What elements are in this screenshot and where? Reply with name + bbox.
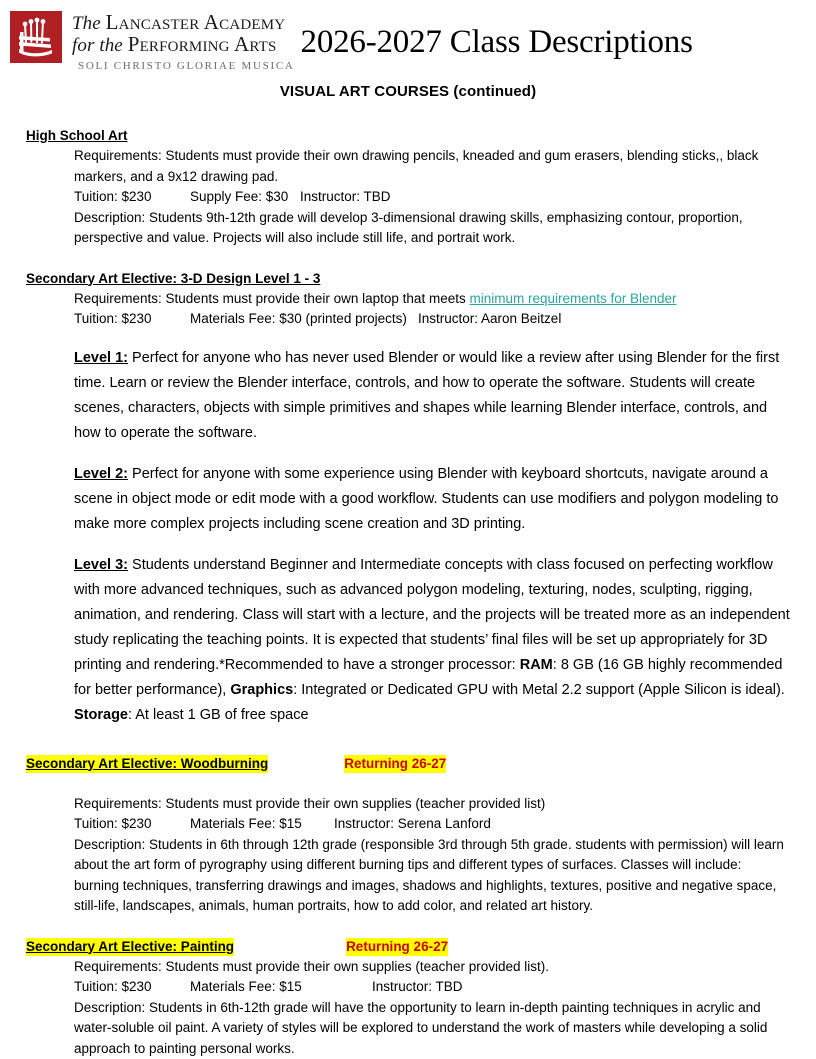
brand-wordmark bbox=[72, 11, 295, 56]
course-details bbox=[74, 957, 790, 1059]
level-2-label: Level 2: bbox=[74, 466, 128, 482]
course-details bbox=[74, 289, 790, 728]
course-title-row bbox=[26, 126, 790, 146]
brand-line1-italic: The bbox=[72, 13, 106, 34]
course-instructor: Instructor: TBD bbox=[300, 189, 391, 204]
course-instructor: Instructor: Aaron Beitzel bbox=[418, 311, 561, 326]
course-title: Secondary Art Elective: 3-D Design Level 1 - 3 bbox=[26, 270, 320, 288]
level-2-text: Perfect for anyone with some experience using Blender with keyboard shortcuts, navigate around a scene in object mode or edit mode with a good workflow. Students can use modifiers and polygon modeling to make more complex projects including scene creation and 3D printing. bbox=[74, 466, 778, 532]
course-painting bbox=[26, 937, 790, 1059]
course-3d-design bbox=[26, 269, 790, 728]
course-instructor: Instructor: TBD bbox=[372, 979, 463, 994]
course-title-row bbox=[26, 269, 790, 289]
level-3-text-part4: : At least 1 GB of free space bbox=[128, 707, 309, 723]
blender-requirements-link[interactable]: minimum requirements for Blender bbox=[469, 291, 676, 306]
course-fee: Materials Fee: $15 bbox=[190, 977, 372, 998]
course-title: High School Art bbox=[26, 127, 128, 145]
level-1-label: Level 1: bbox=[74, 350, 128, 366]
status-badge: Returning 26-27 bbox=[344, 755, 446, 773]
course-tuition: Tuition: $230 bbox=[74, 187, 190, 208]
course-pricing-row bbox=[74, 187, 790, 208]
course-tuition: Tuition: $230 bbox=[74, 977, 190, 998]
course-pricing-row bbox=[74, 309, 790, 330]
level-3-text-part3: : Integrated or Dedicated GPU with Metal 2.2 support (Apple Silicon is ideal). bbox=[293, 682, 785, 698]
course-title: Secondary Art Elective: Woodburning bbox=[26, 755, 268, 773]
page-header bbox=[0, 0, 816, 70]
level-3-text-part2: : 8 GB (16 GB highly recommended for better performance), bbox=[74, 657, 782, 698]
course-high-school-art bbox=[26, 126, 790, 249]
level-3-text-part1: Students understand Beginner and Intermediate concepts with class focused on perfecting workflow with more advanced techniques, such as advanced polygon modeling, texturing, nodes, sculpting, rigging, animation, and rendering. Class will start with a lecture, and the projects will be treated more as an independent study replicating the teaching points. It is expected that students’ final files will be set up appropriately for 3D printing and rendering.*Recommended to have a stronger processor: bbox=[74, 557, 790, 673]
level-3-label: Level 3: bbox=[74, 557, 128, 573]
level-3-bold-ram: RAM bbox=[520, 657, 553, 673]
course-requirements: Requirements: Students must provide their own drawing pencils, kneaded and gum erasers, blending sticks,, black markers, and a 9x12 drawing pad. bbox=[74, 146, 790, 187]
course-requirements-text: Requirements: Students must provide their own laptop that meets bbox=[74, 291, 469, 306]
brand-motto: SOLI CHRISTO GLORIAE MUSICA bbox=[72, 60, 295, 72]
course-details bbox=[74, 794, 790, 917]
level-3-paragraph bbox=[74, 553, 790, 728]
course-woodburning bbox=[26, 754, 790, 917]
level-2-paragraph bbox=[74, 462, 790, 537]
course-pricing-row bbox=[74, 814, 790, 835]
brand-lockup bbox=[10, 11, 295, 72]
brand-line1-caps: Lancaster Academy bbox=[106, 10, 286, 34]
section-heading: VISUAL ART COURSES (continued) bbox=[0, 83, 816, 100]
course-requirements: Requirements: Students must provide their own supplies (teacher provided list). bbox=[74, 957, 790, 978]
course-requirements bbox=[74, 289, 790, 310]
document-body bbox=[0, 100, 816, 1059]
course-pricing-row bbox=[74, 977, 790, 998]
page-title: 2026-2027 Class Descriptions bbox=[301, 11, 693, 60]
brand-line2-italic: for the bbox=[72, 35, 128, 56]
brand-line2-caps: Performing Arts bbox=[128, 32, 277, 56]
level-1-text: Perfect for anyone who has never used Blender or would like a review after using Blender for the first time. Learn or review the Blender interface, controls, and how to operate the software. Students will create scenes, characters, objects with simple primitives and shapes while learning Blender interface, controls, and how to operate the software. bbox=[74, 350, 779, 441]
course-description: Description: Students in 6th through 12th grade (responsible 3rd through 5th grade. students with permission) will learn about the art form of pyrography using different burning tips and different types of surfaces. Classes will include: burning techniques, transferring drawings and images, shadows and highlights, textures, positive and negative space, still-life, landscapes, animals, human portraits, how to add color, and related art history. bbox=[74, 835, 790, 917]
course-details bbox=[74, 146, 790, 249]
course-fee: Supply Fee: $30 bbox=[190, 187, 300, 208]
course-fee: Materials Fee: $30 (printed projects) bbox=[190, 309, 418, 330]
level-3-bold-storage: Storage bbox=[74, 707, 128, 723]
level-3-bold-graphics: Graphics bbox=[230, 682, 293, 698]
course-title: Secondary Art Elective: Painting bbox=[26, 938, 234, 956]
course-fee: Materials Fee: $15 bbox=[190, 814, 334, 835]
course-requirements: Requirements: Students must provide their own supplies (teacher provided list) bbox=[74, 794, 790, 815]
course-title-row bbox=[26, 937, 790, 957]
status-badge: Returning 26-27 bbox=[346, 938, 448, 956]
lyre-emblem-icon bbox=[10, 11, 62, 63]
course-title-row bbox=[26, 754, 790, 774]
level-1-paragraph bbox=[74, 346, 790, 446]
course-tuition: Tuition: $230 bbox=[74, 309, 190, 330]
course-instructor: Instructor: Serena Lanford bbox=[334, 816, 491, 831]
course-description: Description: Students 9th-12th grade will develop 3-dimensional drawing skills, emphasizing contour, proportion, perspective and value. Projects will also include still life, and portrait work. bbox=[74, 208, 790, 249]
course-description: Description: Students in 6th-12th grade will have the opportunity to learn in-depth painting techniques in acrylic and water-soluble oil paint. A variety of styles will be explored to understand the work of masters while developing a solid approach to painting personal works. bbox=[74, 998, 790, 1059]
course-tuition: Tuition: $230 bbox=[74, 814, 190, 835]
